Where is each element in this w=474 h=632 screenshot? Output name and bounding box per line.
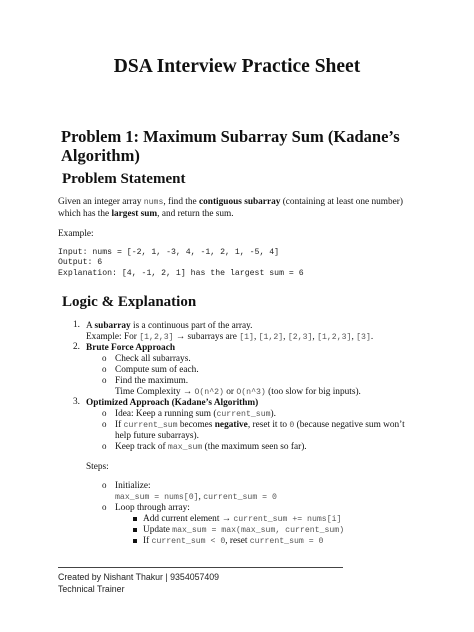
footer-role: Technical Trainer — [58, 584, 125, 594]
circle-bullet-icon: o — [102, 353, 107, 363]
item3-track: Keep track of max_sum (the maximum seen so far). — [115, 442, 307, 452]
inline-code: nums — [143, 198, 164, 207]
circle-bullet-icon: o — [102, 364, 107, 374]
circle-bullet-icon: o — [102, 375, 107, 385]
example-label: Example: — [58, 229, 94, 239]
list-number: 3. — [73, 397, 80, 407]
circle-bullet-icon: o — [102, 480, 107, 490]
logic-heading: Logic & Explanation — [62, 294, 197, 310]
step-init-label: Initialize: — [115, 481, 151, 491]
example-line: Output: 6 — [58, 258, 103, 268]
list-number: 1. — [73, 320, 80, 330]
item3-idea: Idea: Keep a running sum (current_sum). — [115, 409, 276, 419]
list-number: 2. — [73, 342, 80, 352]
example-line: Input: nums = [-2, 1, -3, 4, -1, 2, 1, -5, 4] — [58, 248, 280, 257]
item3-if-line2: help future subarrays). — [115, 431, 199, 441]
example-code-block — [58, 248, 304, 279]
footer-divider — [58, 567, 343, 568]
circle-bullet-icon: o — [102, 441, 107, 451]
item2-sub1: Check all subarrays. — [115, 354, 191, 364]
page-title: DSA Interview Practice Sheet — [113, 56, 361, 77]
item3-if: If current_sum becomes negative, reset it to 0 (because negative sum won’t — [115, 420, 405, 430]
problem-heading: Problem 1: Maximum Subarray Sum (Kadane’s Algorithm) — [61, 127, 400, 165]
item2-sub3: Find the maximum. — [115, 376, 189, 386]
footer-author: Created by Nishant Thakur | 9354057409 — [58, 572, 220, 582]
item3-heading: Optimized Approach (Kadane’s Algorithm) — [86, 398, 259, 408]
square-bullet-icon — [133, 528, 137, 532]
item2-sub2: Compute sum of each. — [115, 365, 199, 375]
statement-line-1: Given an integer array nums, find the contiguous subarray (containing at least one number) — [58, 197, 404, 207]
example-line: Explanation: [4, -1, 2, 1] has the largest sum = 6 — [58, 268, 304, 278]
step-update: Update max_sum = max(max_sum, current_sum) — [143, 525, 345, 535]
circle-bullet-icon: o — [102, 408, 107, 418]
step-loop-label: Loop through array: — [115, 503, 190, 513]
step-init-code: max_sum = nums[0], current_sum = 0 — [115, 492, 277, 502]
statement-line-2: which has the largest sum, and return the sum. — [58, 209, 234, 219]
step-reset: If current_sum < 0, reset current_sum = 0 — [143, 536, 324, 546]
circle-bullet-icon: o — [102, 419, 107, 429]
square-bullet-icon — [133, 517, 137, 521]
statement-heading: Problem Statement — [62, 171, 186, 187]
item2-heading: Brute Force Approach — [86, 343, 176, 353]
steps-label: Steps: — [86, 462, 109, 472]
item1-example: Example: For [1,2,3] → subarrays are [1], [1,2], [2,3], [1,2,3], [3]. — [86, 332, 374, 342]
circle-bullet-icon: o — [102, 502, 107, 512]
step-add: Add current element → current_sum += nums[i] — [143, 514, 342, 524]
square-bullet-icon — [133, 539, 137, 543]
item1-text: A subarray is a continuous part of the array. — [86, 321, 253, 331]
item2-complexity: Time Complexity → O(n^2) or O(n^3) (too slow for big inputs). — [115, 387, 361, 397]
